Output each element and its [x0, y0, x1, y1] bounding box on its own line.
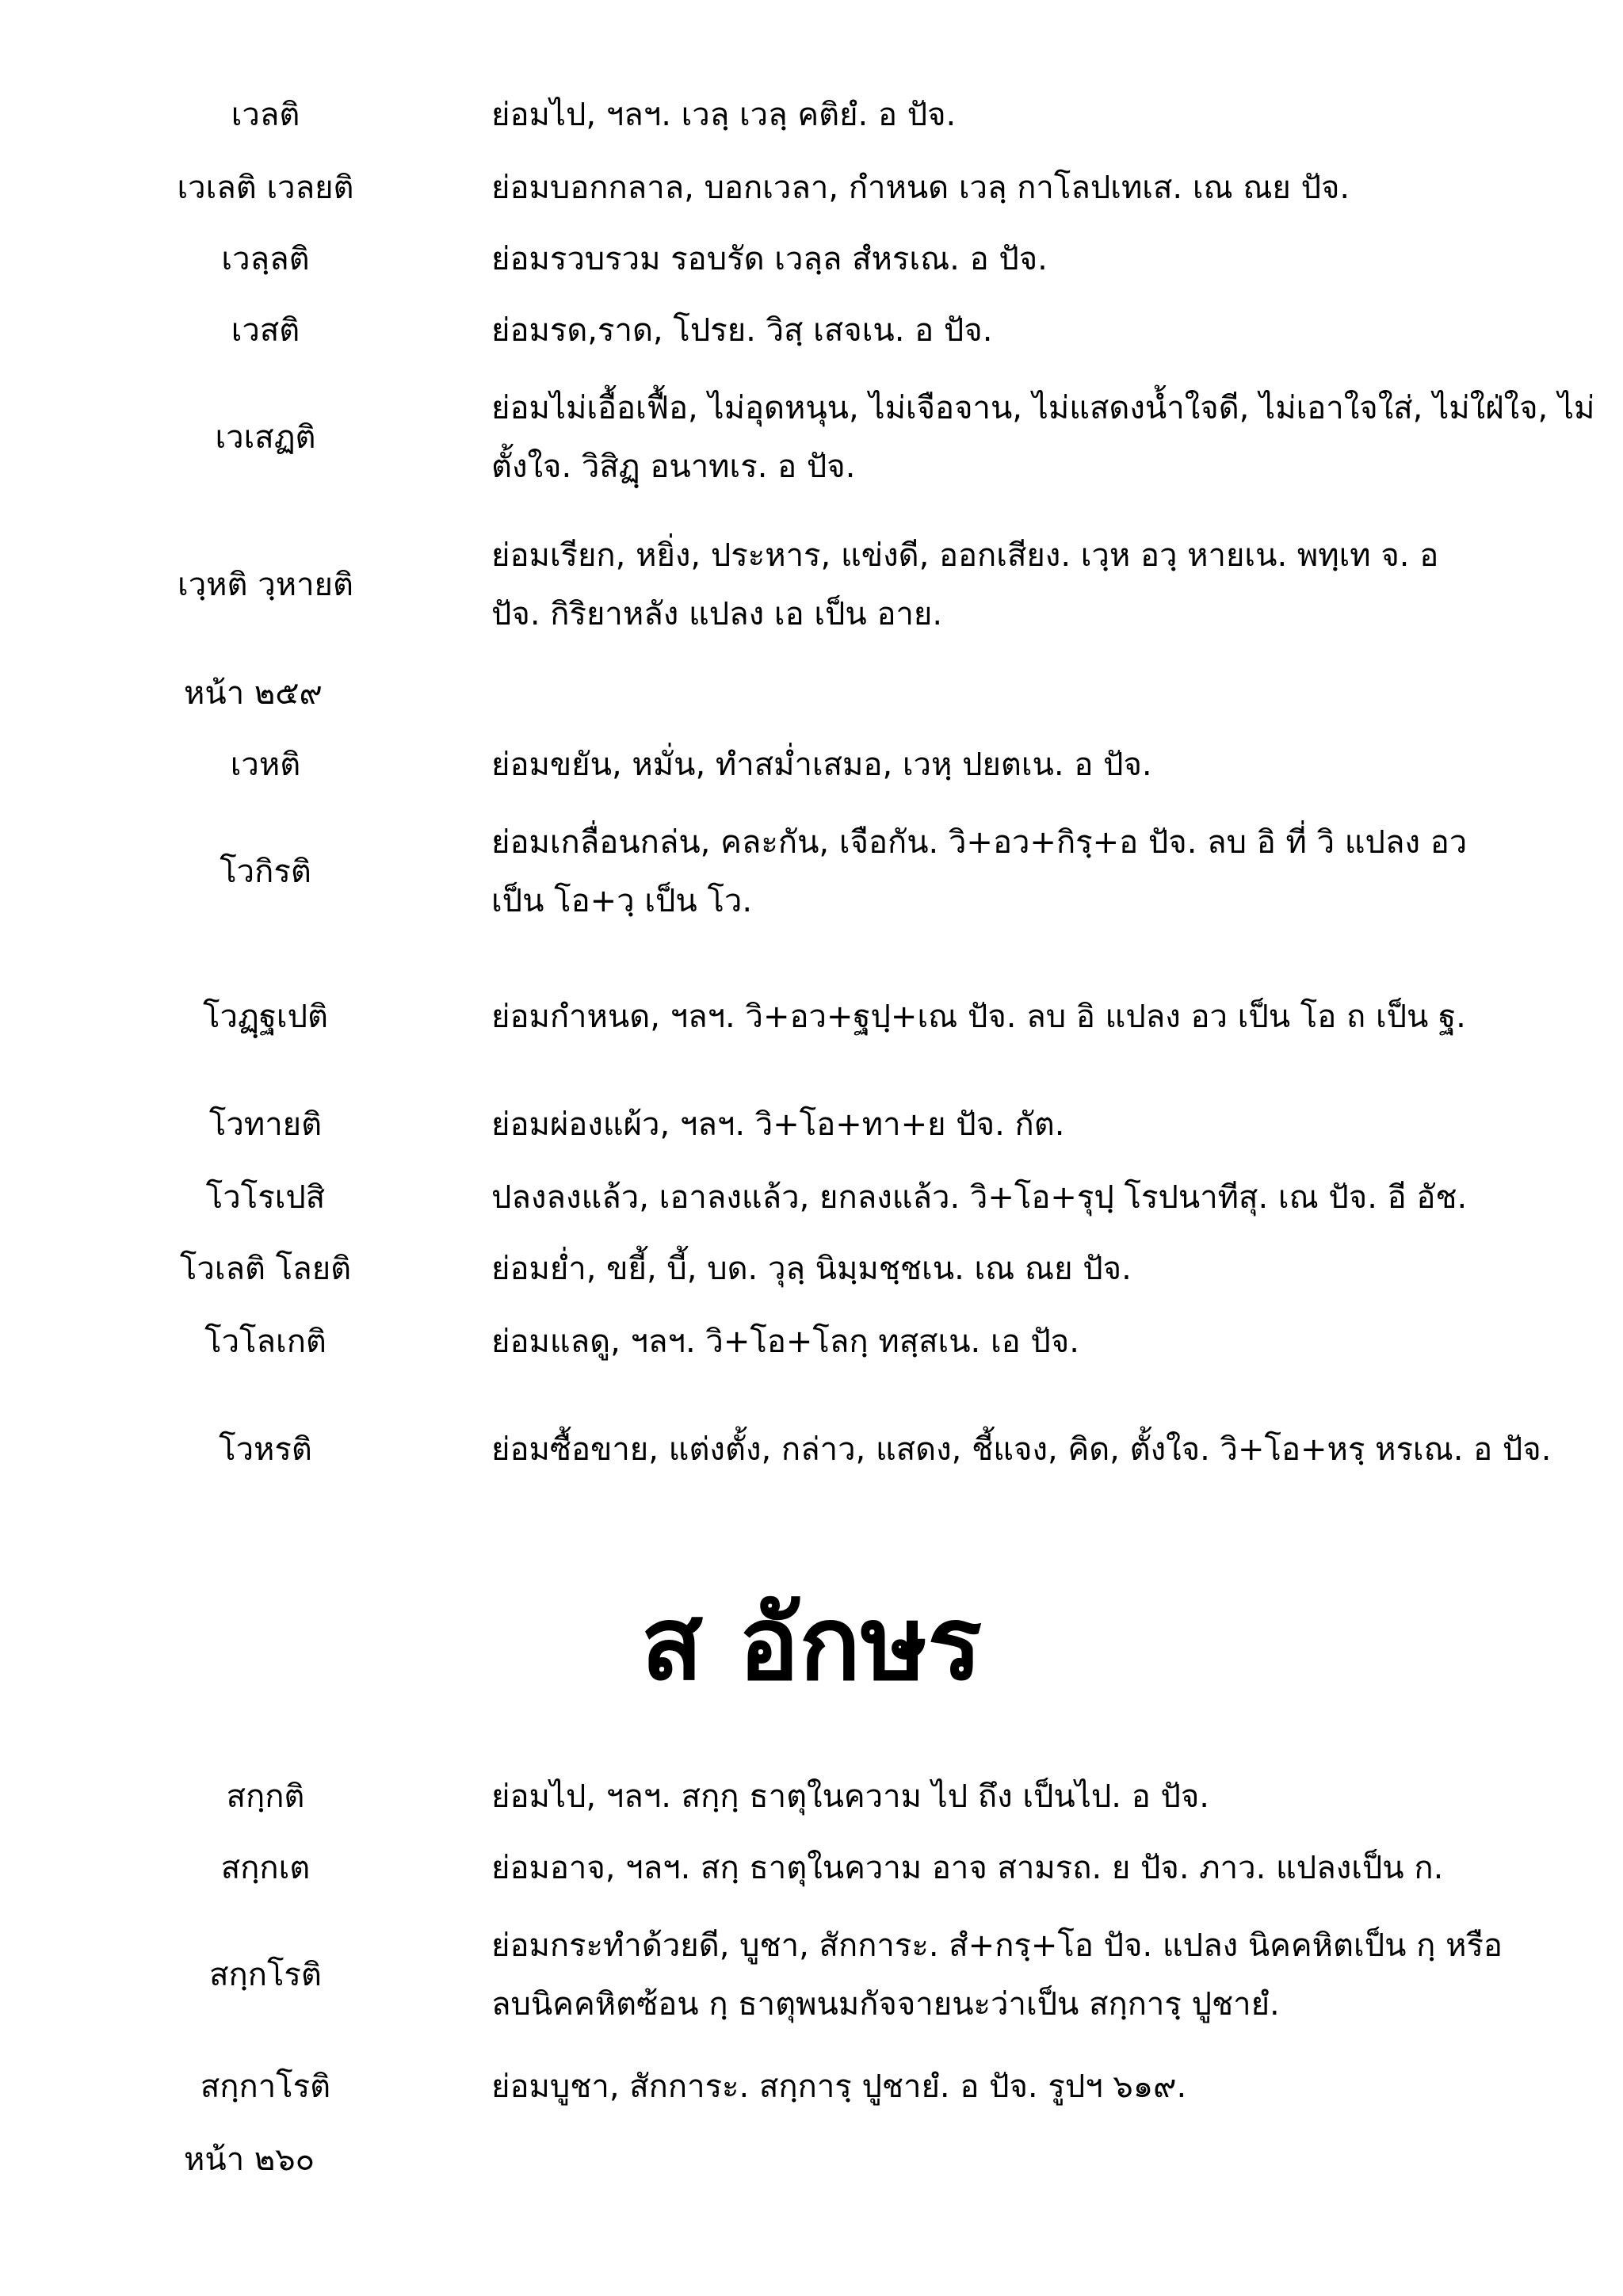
definition-line: ย่อมไม่เอื้อเฟื้อ, ไม่อุดหนุน, ไม่เจือจาน, ไม่แสดงน้ำใจดี, ไม่เอาใจใส่, ไม่ใฝ่ใจ, ไม่	[491, 390, 1595, 426]
definition-line: ปลงลงแล้ว, เอาลงแล้ว, ยกลงแล้ว. วิ+โอ+รุปฺ โรปนาทีสุ. เณ ปัจ. อี อัช.	[491, 1179, 1468, 1216]
definition-line: ย่อมเกลื่อนกล่น, คละกัน, เจือกัน. วิ+อว+กิรฺ+อ ปัจ. ลบ อิ ที่ วิ แปลง อว	[491, 824, 1468, 861]
entry-term: โวหรติ	[219, 1431, 312, 1468]
definition-line: ย่อมไป, ฯลฯ. เวลฺ เวลฺ คติยํ. อ ปัจ.	[491, 97, 957, 133]
entry-definition	[491, 301, 1569, 360]
entry-term: โวทายติ	[208, 1106, 323, 1143]
definition-line: เป็น โอ+วฺ เป็น โว.	[491, 883, 753, 919]
entry-definition	[491, 230, 1569, 288]
entry-definition	[491, 1312, 1569, 1371]
entry-term: เวเสฏติ	[215, 419, 316, 456]
definition-line: ย่อมรวบรวม รอบรัด เวลฺล สํหรเณ. อ ปัจ.	[491, 241, 1048, 277]
entry-term: เวเลติ เวลยติ	[177, 170, 354, 206]
definition-line: ย่อมรด,ราด, โปรย. วิสฺ เสจเน. อ ปัจ.	[491, 312, 993, 349]
entry-definition	[491, 1168, 1569, 1227]
entry-term: สกฺกเต	[220, 1850, 311, 1886]
entry-term: โวโลเกติ	[204, 1324, 327, 1360]
definition-line: ย่อมขยัน, หมั่น, ทำสม่ำเสมอ, เวหฺ ปยตเน. อ ปัจ.	[491, 747, 1152, 783]
entry-definition	[491, 379, 1595, 496]
definition-line: ตั้งใจ. วิสิฏฺ อนาทเร. อ ปัจ.	[491, 449, 856, 485]
entry-definition	[491, 1839, 1569, 1897]
entry-definition	[491, 813, 1569, 930]
entry-definition	[491, 1916, 1569, 2034]
definition-line: ย่อมแลดู, ฯลฯ. วิ+โอ+โลกฺ ทสฺสเน. เอ ปัจ.	[491, 1324, 1079, 1360]
definition-line: ย่อมอาจ, ฯลฯ. สกฺ ธาตุในความ อาจ สามรถ. ย ปัจ. ภาว. แปลงเป็น ก.	[491, 1850, 1444, 1886]
definition-line: ย่อมบอกกลาล, บอกเวลา, กำหนด เวลฺ กาโลปเทเส. เณ ณย ปัจ.	[491, 170, 1350, 206]
entry-term: เวฺหติ วฺหายติ	[178, 567, 353, 603]
entry-term: โวฏฺฐเปติ	[203, 999, 328, 1035]
entry-term: เวลติ	[231, 97, 300, 133]
definition-line: ย่อมเรียก, หยิ่ง, ประหาร, แข่งดี, ออกเสียง. เวฺห อวฺ หายเน. พทฺเท จ. อ	[491, 537, 1439, 574]
entry-definition	[491, 526, 1569, 644]
definition-line: ย่อมผ่องแผ้ว, ฯลฯ. วิ+โอ+ทา+ย ปัจ. กัต.	[491, 1106, 1065, 1143]
entry-definition	[491, 1767, 1569, 1826]
entry-definition	[491, 988, 1569, 1046]
section-heading: ส อักษร	[640, 1585, 983, 1703]
definition-line: ย่อมย่ำ, ขยี้, บี้, บด. วุลฺ นิมฺมชฺชเน. เณ ณย ปัจ.	[491, 1251, 1132, 1287]
entry-definition	[491, 1095, 1569, 1154]
entry-term: เวหติ	[230, 747, 301, 783]
definition-line: ย่อมกระทำด้วยดี, บูชา, สักการะ. สํ+กรฺ+โอ ปัจ. แปลง นิคคหิตเป็น กฺ หรือ	[491, 1927, 1503, 1964]
definition-line: ลบนิคคหิตซ้อน กฺ ธาตุพนมกัจจายนะว่าเป็น สกฺการฺ ปูชายํ.	[491, 1986, 1280, 2023]
entry-definition	[491, 86, 1569, 144]
entry-definition	[491, 2057, 1569, 2116]
entry-term: โวกิรติ	[220, 854, 311, 890]
entry-definition	[491, 1240, 1569, 1298]
entry-term: สกฺกาโรติ	[200, 2069, 331, 2105]
definition-line: ย่อมบูชา, สักการะ. สกฺการฺ ปูชายํ. อ ปัจ. รูปฯ ๖๑๙.	[491, 2069, 1187, 2105]
definition-line: ย่อมกำหนด, ฯลฯ. วิ+อว+ฐปฺ+เณ ปัจ. ลบ อิ แปลง อว เป็น โอ ถ เป็น ฐ.	[491, 999, 1466, 1035]
entry-term: สกฺกโรติ	[209, 1957, 322, 1993]
entry-term: เวสติ	[231, 312, 300, 349]
definition-line: ย่อมซื้อขาย, แต่งตั้ง, กล่าว, แสดง, ชี้แจง, คิด, ตั้งใจ. วิ+โอ+หรฺ หรเณ. อ ปัจ.	[491, 1431, 1552, 1468]
page-number: หน้า ๒๖๐	[184, 2141, 315, 2178]
entry-term: โวเลติ โลยติ	[179, 1251, 352, 1287]
definition-line: ปัจ. กิริยาหลัง แปลง เอ เป็น อาย.	[491, 596, 943, 632]
entry-term: โวโรเปสิ	[205, 1179, 326, 1216]
entry-definition	[491, 1420, 1569, 1479]
entry-term: สกฺกติ	[226, 1778, 305, 1815]
entry-definition	[491, 159, 1569, 217]
definition-line: ย่อมไป, ฯลฯ. สกฺกฺ ธาตุในความ ไป ถึง เป็นไป. อ ปัจ.	[491, 1778, 1209, 1815]
entry-definition	[491, 735, 1569, 794]
entry-term: เวลฺลติ	[221, 241, 310, 277]
page-number: หน้า ๒๕๙	[184, 675, 323, 712]
